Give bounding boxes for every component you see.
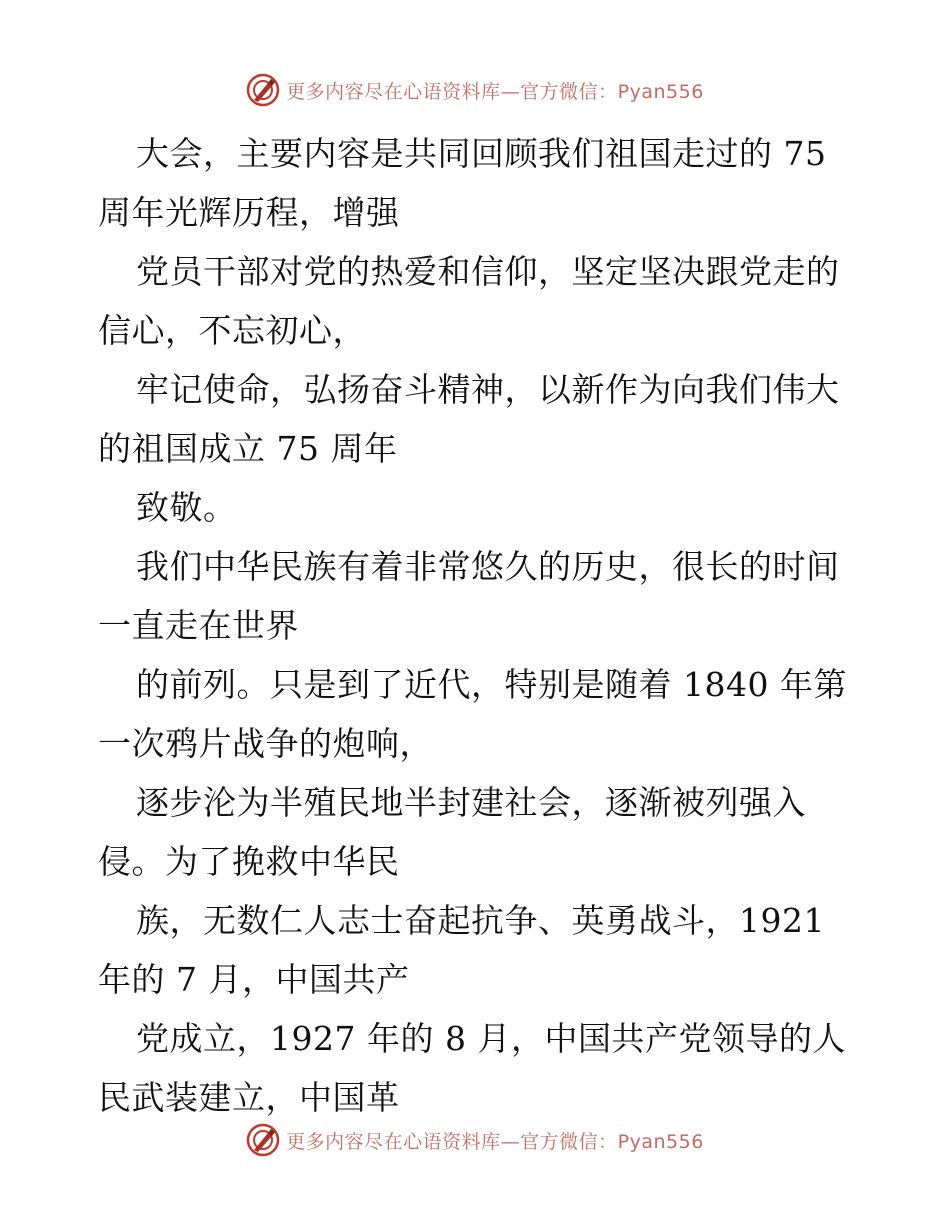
paragraph-line: 牢记使命，弘扬奋斗精神，以新作为向我们伟大 [136, 370, 840, 409]
watermark-text: 更多内容尽在心语资料库—官方微信：Pyan556 [286, 80, 704, 103]
paragraph-line: 一次鸦片战争的炮响， [98, 724, 433, 763]
paragraph-line: 党成立，1927 年的 8 月，中国共产党领导的人 [136, 1019, 846, 1058]
paragraph-line: 侵。为了挽救中华民 [98, 842, 400, 881]
paragraph-line: 民武装建立，中国革 [98, 1078, 400, 1117]
paragraph [98, 773, 858, 891]
paragraph [98, 537, 858, 655]
paragraph-line: 大会，主要内容是共同回顾我们祖国走过的 75 [136, 134, 827, 173]
watermark-id: Pyan556 [617, 1130, 704, 1153]
watermark-id: Pyan556 [617, 80, 704, 103]
paragraph-line: 一直走在世界 [98, 606, 299, 645]
paragraph [98, 478, 858, 537]
paragraph-line: 致敬。 [136, 488, 237, 527]
footer-watermark [0, 1120, 950, 1160]
paragraph-line: 信心，不忘初心， [98, 311, 366, 350]
paragraph [98, 242, 858, 360]
paragraph-line: 党员干部对党的热爱和信仰，坚定坚决跟党走的 [136, 252, 840, 291]
paragraph [98, 124, 858, 242]
header-watermark [0, 70, 950, 110]
paragraph-line: 的前列。只是到了近代，特别是随着 1840 年第 [136, 665, 847, 704]
pen-logo-icon [246, 73, 280, 107]
paragraph-line: 的祖国成立 75 周年 [98, 429, 398, 468]
watermark-text: 更多内容尽在心语资料库—官方微信：Pyan556 [286, 1130, 704, 1153]
paragraph [98, 1009, 858, 1127]
paragraph-line: 逐步沦为半殖民地半封建社会，逐渐被列强入 [136, 783, 806, 822]
pen-logo-icon [246, 1123, 280, 1157]
paragraph [98, 360, 858, 478]
paragraph-line: 我们中华民族有着非常悠久的历史，很长的时间 [136, 547, 840, 586]
paragraph-line: 周年光辉历程，增强 [98, 193, 400, 232]
paragraph [98, 655, 858, 773]
paragraph [98, 891, 858, 1009]
paragraph-line: 族，无数仁人志士奋起抗争、英勇战斗，1921 [136, 901, 825, 940]
document-body [98, 124, 858, 1127]
paragraph-line: 年的 7 月，中国共产 [98, 960, 410, 999]
